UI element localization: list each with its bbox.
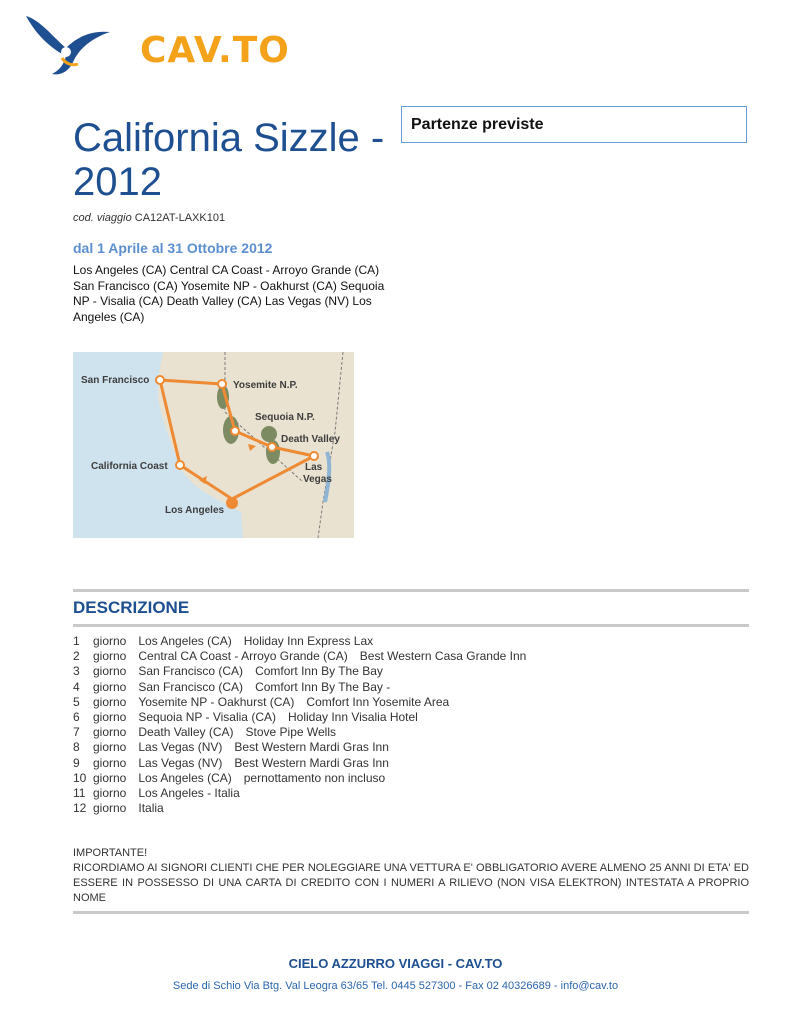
day-word: giorno xyxy=(93,725,127,740)
list-item xyxy=(73,725,749,740)
page-title: California Sizzle - 2012 xyxy=(73,116,385,204)
route-map xyxy=(73,352,354,538)
day-word: giorno xyxy=(93,770,127,785)
trip-code xyxy=(73,212,225,224)
day-city: Los Angeles - Italia xyxy=(138,785,240,800)
day-city: San Francisco (CA) xyxy=(138,664,244,679)
day-hotel: Comfort Inn By The Bay - xyxy=(255,679,391,694)
list-item xyxy=(73,664,749,679)
day-number: 4 xyxy=(73,679,80,694)
trip-code-value: CA12AT-LAXK101 xyxy=(134,212,226,224)
day-word: giorno xyxy=(93,785,127,800)
day-number: 2 xyxy=(73,649,80,664)
day-number: 3 xyxy=(73,664,80,679)
day-city: San Francisco (CA) xyxy=(138,679,244,694)
list-item xyxy=(73,710,749,725)
list-item xyxy=(73,649,749,664)
day-word: giorno xyxy=(93,664,127,679)
divider xyxy=(73,911,749,914)
day-hotel: pernottamento non incluso xyxy=(243,770,386,785)
list-item xyxy=(73,695,749,710)
divider xyxy=(73,624,749,627)
brand-name: CAV.TO xyxy=(140,30,290,71)
map-label-sequoia: Sequoia N.P. xyxy=(255,412,315,423)
day-hotel: Holiday Inn Express Lax xyxy=(243,634,374,648)
important-notice xyxy=(73,846,749,906)
day-number: 1 xyxy=(73,634,80,648)
day-city: Italia xyxy=(138,801,164,816)
day-word: giorno xyxy=(93,634,127,648)
map-label-las-vegas-1: Las xyxy=(305,462,323,473)
day-number: 7 xyxy=(73,725,80,740)
trip-code-label: cod. viaggio xyxy=(73,212,132,224)
list-item xyxy=(73,756,749,771)
day-hotel: Best Western Mardi Gras Inn xyxy=(234,740,389,755)
day-city: Las Vegas (NV) xyxy=(138,740,223,755)
day-city: Death Valley (CA) xyxy=(138,725,234,740)
day-number: 5 xyxy=(73,694,80,709)
day-word: giorno xyxy=(93,755,127,770)
day-word: giorno xyxy=(93,709,127,724)
trip-period: dal 1 Aprile al 31 Ottobre 2012 xyxy=(73,240,273,256)
day-city: Sequoia NP - Visalia (CA) xyxy=(138,709,276,724)
bird-logo-icon xyxy=(22,8,122,80)
day-hotel: Comfort Inn By The Bay xyxy=(255,664,383,679)
important-body: RICORDIAMO AI SIGNORI CLIENTI CHE PER NOLEGGIARE UNA VETTURA E' OBBLIGATORIO AVERE ALMENO 25 ANNI DI ETA' ED ESSERE IN POSSESSO DI UNA CARTA DI CREDITO CON I NUMERI A RILIEVO (NON VISA ELEKTRON) INTESTATA A PROPRIO NOME xyxy=(73,862,749,904)
day-hotel: Best Western Mardi Gras Inn xyxy=(234,755,389,770)
map-label-las-vegas-2: Vegas xyxy=(303,474,332,485)
logo xyxy=(22,8,290,80)
day-number: 9 xyxy=(73,755,80,770)
list-item xyxy=(73,801,749,816)
day-number: 12 xyxy=(73,801,87,816)
itinerary-list xyxy=(73,634,749,816)
day-hotel: Stove Pipe Wells xyxy=(245,725,337,740)
day-word: giorno xyxy=(93,801,127,816)
footer-address: Sede di Schio Via Btg. Val Leogra 63/65 Tel. 0445 527300 - Fax 02 40326689 - info@cav.to xyxy=(172,980,619,992)
day-word: giorno xyxy=(93,649,127,664)
day-hotel: Comfort Inn Yosemite Area xyxy=(306,694,450,709)
day-word: giorno xyxy=(93,679,127,694)
day-number: 10 xyxy=(73,770,87,785)
map-label-los-angeles: Los Angeles xyxy=(165,505,225,516)
list-item xyxy=(73,786,749,801)
list-item xyxy=(73,771,749,786)
day-hotel: Holiday Inn Visalia Hotel xyxy=(287,709,418,724)
description-title: DESCRIZIONE xyxy=(73,598,190,617)
important-heading: IMPORTANTE! xyxy=(73,847,148,859)
list-item xyxy=(73,680,749,695)
departures-title: Partenze previste xyxy=(411,116,544,133)
list-item xyxy=(73,634,749,649)
footer-company: CIELO AZZURRO VIAGGI - CAV.TO xyxy=(288,956,503,971)
day-city: Los Angeles (CA) xyxy=(138,634,232,648)
list-item xyxy=(73,740,749,755)
day-city: Los Angeles (CA) xyxy=(138,770,232,785)
departures-box xyxy=(401,106,747,143)
map-label-san-francisco: San Francisco xyxy=(81,375,150,386)
divider xyxy=(73,589,749,592)
day-word: giorno xyxy=(93,694,127,709)
day-number: 11 xyxy=(73,785,86,800)
map-label-death-valley: Death Valley xyxy=(281,434,340,445)
map-label-california-coast: California Coast xyxy=(91,461,168,472)
trip-route: Los Angeles (CA) Central CA Coast - Arroyo Grande (CA) San Francisco (CA) Yosemite NP - Oakhurst (CA) Sequoia NP - Visalia (CA) Death Valley (CA) Las Vegas (NV) Los Angeles (CA) xyxy=(73,263,385,324)
day-hotel: Best Western Casa Grande Inn xyxy=(359,649,527,664)
day-city: Yosemite NP - Oakhurst (CA) xyxy=(138,694,295,709)
day-number: 6 xyxy=(73,709,80,724)
day-city: Las Vegas (NV) xyxy=(138,755,223,770)
day-word: giorno xyxy=(93,740,127,755)
day-number: 8 xyxy=(73,740,80,755)
map-label-yosemite: Yosemite N.P. xyxy=(233,380,298,391)
day-city: Central CA Coast - Arroyo Grande (CA) xyxy=(138,649,348,664)
